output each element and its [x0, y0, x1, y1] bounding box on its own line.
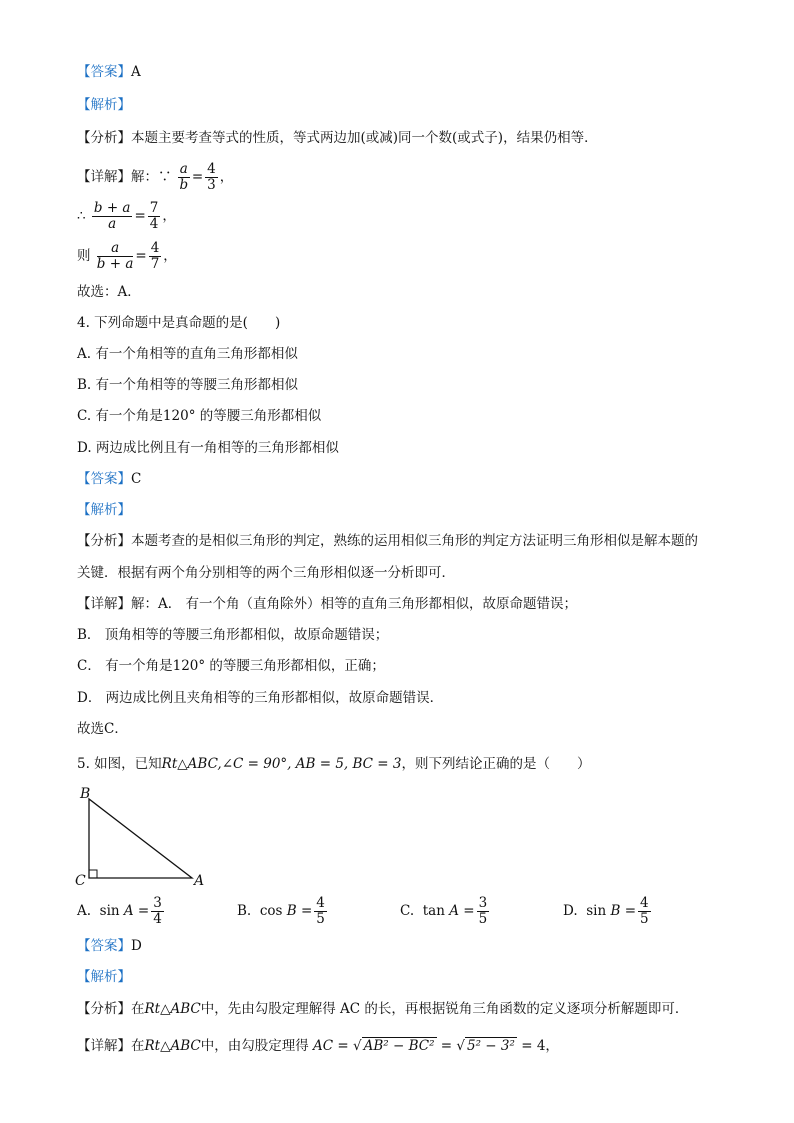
- q4-analysis-heading: [77, 501, 131, 519]
- q5-option-b: B. cos B = $\frac{4}{5}$: [237, 895, 325, 927]
- fraction-4-over-7: $\frac{4}{7}$: [150, 240, 160, 272]
- q3-choose-line: 故选：A．: [77, 284, 141, 300]
- fenxi-tag: 【分析】: [77, 1001, 131, 1017]
- vertex-label-a: A: [194, 873, 205, 889]
- q3-analysis-heading: [77, 96, 131, 114]
- fraction-a-over-bpa: $\frac{a}{b + a}$: [96, 240, 134, 272]
- q3-fenxi-text: 本题主要考查等式的性质，等式两边加(或减)同一个数(或式子)，结果仍相等．: [131, 130, 598, 146]
- detail-tag: 【详解】: [77, 169, 131, 185]
- answer-tag: 【答案】: [77, 471, 131, 487]
- analysis-tag: 【解析】: [77, 969, 131, 985]
- fraction-7-over-4: $\frac{7}{4}$: [149, 200, 159, 232]
- q5-analysis-heading: [77, 968, 131, 986]
- q4-choose-line: 故选C．: [77, 721, 128, 737]
- detail-tag: 【详解】: [77, 1038, 131, 1054]
- q4-fenxi-line-1: [77, 532, 698, 550]
- q3-detail-prefix: 解：∵: [131, 169, 172, 185]
- therefore-symbol: ∴: [77, 208, 86, 224]
- q4-answer-line: [77, 470, 141, 488]
- detail-tag: 【详解】: [77, 596, 131, 612]
- rt-triangle-math: Rt△ABC: [144, 1001, 201, 1017]
- fenxi-tag: 【分析】: [77, 533, 131, 549]
- q5-stem: [77, 755, 590, 773]
- q5-option-d: D. sin B = $\frac{4}{5}$: [563, 895, 649, 927]
- q5-answer-line: [77, 937, 142, 955]
- fraction-a-over-b: $\frac{a}{b}$: [179, 161, 189, 193]
- ac-result: = 4，: [521, 1038, 559, 1054]
- fraction-bpa-over-a: $\frac{b + a}{a}$: [93, 200, 131, 232]
- fenxi-tag: 【分析】: [77, 130, 131, 146]
- analysis-tag: 【解析】: [77, 97, 131, 113]
- q5-option-c: C. tan A = $\frac{3}{5}$: [400, 895, 488, 927]
- q4-option-d: D. 两边成比例且有一角相等的三角形都相似: [77, 440, 339, 456]
- q5-answer: D: [131, 938, 142, 954]
- q4-fenxi-line-2: 关键．根据有两个角分别相等的两个三角形相似逐一分析即可．: [77, 565, 455, 581]
- q3-answer-line: [77, 63, 141, 81]
- ac-symbol: AC: [313, 1038, 334, 1054]
- triangle-abc: [89, 799, 192, 878]
- q5-stem-prefix: 5. 如图，已知: [77, 756, 162, 772]
- q3-therefore-line: ∴ $\frac{b + a}{a}$ = $\frac{7}{4}$ ，: [77, 200, 176, 232]
- answer-tag: 【答案】: [77, 64, 131, 80]
- q5-stem-math: Rt△ABC,∠C = 90°, AB = 5, BC = 3: [161, 756, 402, 772]
- q4-fenxi-text-1: 本题考查的是相似三角形的判定，熟练的运用相似三角形的判定方法证明三角形相似是解本题的: [131, 533, 698, 549]
- q5-stem-suffix: ，则下列结论正确的是（ ）: [401, 756, 591, 772]
- q3-fenxi-line: [77, 129, 598, 147]
- q4-option-c: C. 有一个角是120° 的等腰三角形都相似: [77, 408, 322, 424]
- right-triangle-figure: [74, 784, 214, 894]
- q4-answer: C: [131, 471, 142, 487]
- q3-then-line: 则 $\frac{a}{b + a}$ = $\frac{4}{7}$ ，: [77, 240, 177, 272]
- right-angle-mark: [89, 870, 97, 878]
- q5-option-a: A. sin A = $\frac{3}{4}$: [77, 895, 162, 927]
- vertex-label-c: C: [75, 873, 86, 889]
- q4-detail-text-1: 解：A． 有一个角（直角除外）相等的直角三角形都相似，故原命题错误；: [131, 596, 578, 612]
- answer-tag: 【答案】: [77, 938, 131, 954]
- vertex-label-b: B: [80, 786, 91, 802]
- q5-fenxi-line: 【分析】在Rt△ABC中，先由勾股定理解得 AC 的长，再根据锐角三角函数的定义逐项分析解题即可．: [77, 1001, 689, 1017]
- q4-detail-line-3: C． 有一个角是120° 的等腰三角形都相似，正确；: [77, 658, 385, 674]
- analysis-tag: 【解析】: [77, 502, 131, 518]
- radicand-1: AB² − BC²: [363, 1038, 435, 1054]
- q4-detail-line-4: D． 两边成比例且夹角相等的三角形都相似，故原命题错误．: [77, 690, 444, 706]
- radicand-2: 5² − 3²: [467, 1038, 515, 1054]
- q4-detail-line-2: B． 顶角相等的等腰三角形都相似，故原命题错误；: [77, 627, 389, 643]
- q3-answer: A: [131, 64, 141, 80]
- q4-detail-line-1: [77, 595, 577, 613]
- fraction-4-over-3: $\frac{4}{3}$: [207, 161, 216, 193]
- q5-detail-line: 【详解】在Rt△ABC中，由勾股定理得 AC = √ AB² − BC² = √ 5² − 3² = 4，: [77, 1038, 559, 1054]
- q3-detail-line: 【详解】解：∵ $\frac{a}{b}$ = $\frac{4}{3}$ ，: [77, 161, 234, 193]
- q4-stem: 4. 下列命题中是真命题的是( ): [77, 315, 281, 331]
- q4-option-b: B. 有一个角相等的等腰三角形都相似: [77, 377, 299, 393]
- then-word: 则: [77, 248, 91, 264]
- q4-option-a: A. 有一个角相等的直角三角形都相似: [77, 346, 298, 362]
